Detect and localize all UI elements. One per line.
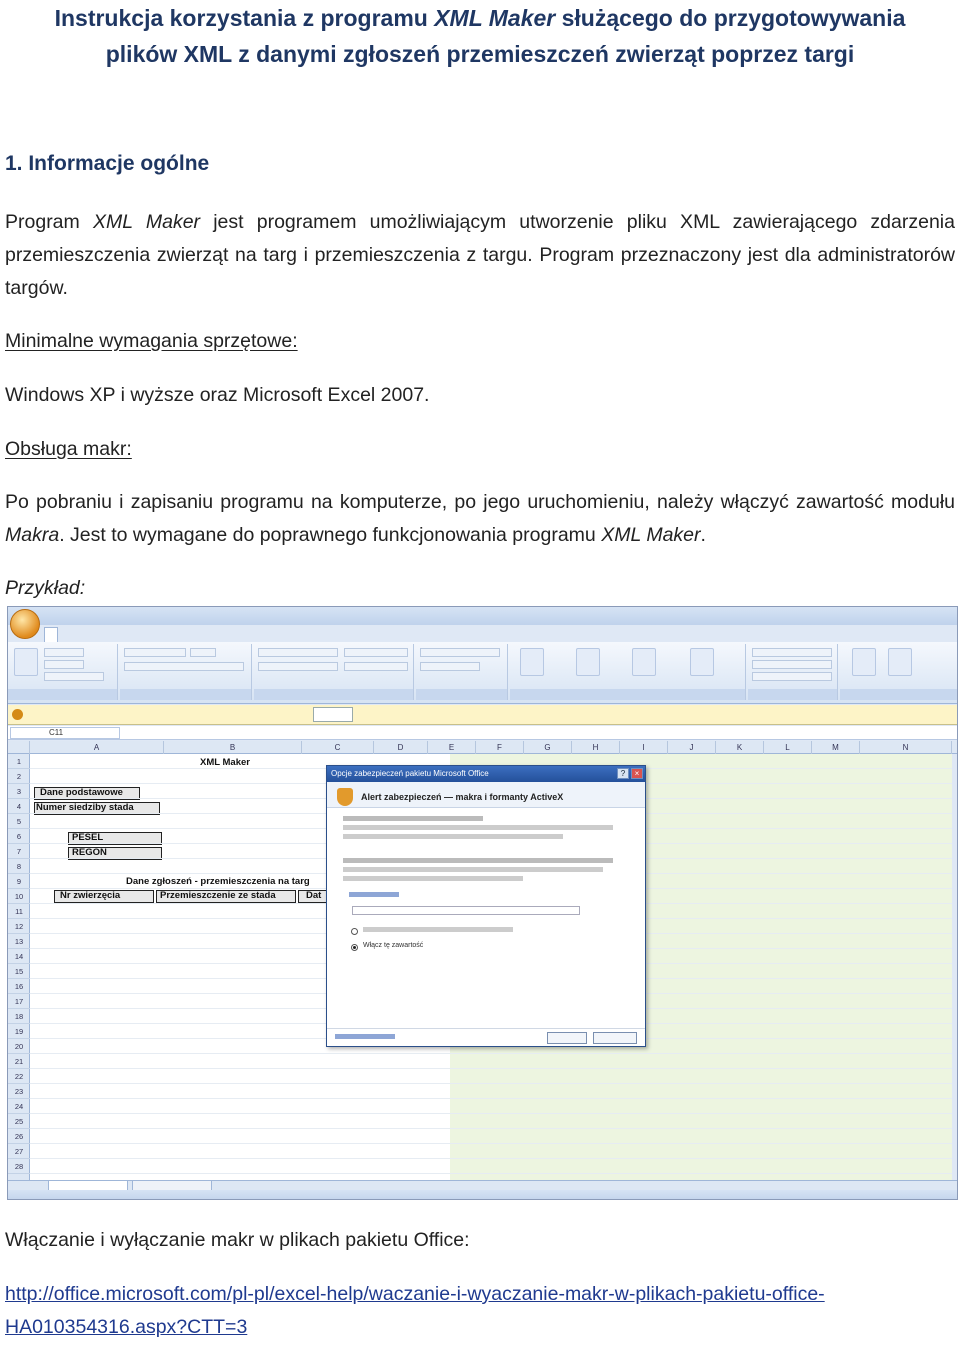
row-header[interactable]: 19 xyxy=(8,1024,30,1039)
status-bar xyxy=(8,1190,957,1200)
row-header[interactable]: 24 xyxy=(8,1099,30,1114)
basic-data-label: Dane podstawowe xyxy=(40,787,123,798)
ribbon-tab xyxy=(64,627,114,642)
row-header[interactable]: 15 xyxy=(8,964,30,979)
ok-button[interactable] xyxy=(547,1032,587,1044)
section-heading: 1. Informacje ogólne xyxy=(5,152,210,175)
grid-line xyxy=(30,1173,952,1174)
options-button[interactable] xyxy=(313,707,353,722)
column-header[interactable]: F xyxy=(476,741,524,754)
title-line-2: plików XML z danymi zgłoszeń przemieszczeń zwierząt poprzez targi xyxy=(105,41,855,67)
grid-line xyxy=(30,1113,952,1114)
ribbon-group-label xyxy=(748,689,837,700)
row-header[interactable]: 6 xyxy=(8,829,30,844)
column-header[interactable]: H xyxy=(572,741,620,754)
ribbon-tab-active xyxy=(44,627,58,642)
name-box[interactable]: C11 xyxy=(10,727,120,739)
help-button[interactable]: ? xyxy=(617,768,629,779)
ribbon-tab xyxy=(182,627,226,642)
row-header[interactable]: 23 xyxy=(8,1084,30,1099)
ribbon-group-alignment xyxy=(254,644,414,700)
column-header[interactable]: K xyxy=(716,741,764,754)
row-header[interactable]: 5 xyxy=(8,814,30,829)
ribbon-group-editing xyxy=(840,644,958,700)
grid-line xyxy=(30,1098,952,1099)
row-header[interactable]: 26 xyxy=(8,1129,30,1144)
ribbon-tab xyxy=(274,627,318,642)
row-header[interactable]: 1 xyxy=(8,754,30,769)
ribbon-group-label xyxy=(840,689,958,700)
row-header[interactable]: 14 xyxy=(8,949,30,964)
row-header[interactable]: 7 xyxy=(8,844,30,859)
ribbon-tab xyxy=(120,627,176,642)
regon-label: REGON xyxy=(72,847,107,858)
row-header[interactable]: 16 xyxy=(8,979,30,994)
row-header[interactable]: 20 xyxy=(8,1039,30,1054)
example-label: Przykład: xyxy=(5,577,86,599)
document-title xyxy=(0,0,960,72)
row-header[interactable]: 10 xyxy=(8,889,30,904)
ribbon-group-label xyxy=(8,689,117,700)
file-path xyxy=(349,906,580,915)
toggle-macros-label: Włączanie i wyłączanie makr w plikach pakietu Office: xyxy=(5,1229,470,1251)
column-header[interactable]: J xyxy=(668,741,716,754)
radio-option-protect[interactable] xyxy=(351,928,358,935)
paste-icon xyxy=(14,648,38,676)
requirements-label: Minimalne wymagania sprzętowe: xyxy=(5,330,298,352)
ribbon-group-label xyxy=(510,689,745,700)
column-headers xyxy=(8,741,957,754)
ribbon-tab xyxy=(232,627,268,642)
enable-content-label: Włącz tę zawartość xyxy=(363,942,424,949)
row-header[interactable]: 21 xyxy=(8,1054,30,1069)
security-warning-bar xyxy=(8,705,957,725)
intro-paragraph: Program XML Maker jest programem umożliwiającym utworzenie pliku XML zawierającego zdarzenia przemieszczenia zwierząt na targ i przemieszczenia z targu. Program przeznaczony jest dla administratorów targów. xyxy=(5,211,955,299)
grid-line xyxy=(30,1053,952,1054)
trust-center-link[interactable] xyxy=(335,1034,395,1039)
dialog-title: Opcje zabezpieczeń pakietu Microsoft Office xyxy=(327,766,645,782)
column-header[interactable]: M xyxy=(812,741,860,754)
ribbon-group-label xyxy=(254,689,413,700)
grid-line xyxy=(30,1068,952,1069)
dialog-heading: Alert zabezpieczeń — makra i formanty ActiveX xyxy=(361,792,564,802)
row-header[interactable]: 8 xyxy=(8,859,30,874)
row-header[interactable]: 13 xyxy=(8,934,30,949)
ribbon-group-font xyxy=(120,644,252,700)
ribbon-tabs xyxy=(44,627,360,642)
row-header[interactable]: 28 xyxy=(8,1159,30,1174)
column-header[interactable]: C xyxy=(302,741,374,754)
row-header[interactable]: 12 xyxy=(8,919,30,934)
pesel-label: PESEL xyxy=(72,832,104,843)
help-link-line-1[interactable]: http://office.microsoft.com/pl-pl/excel-help/waczanie-i-wyaczanie-makr-w-plikach-pakietu-office- xyxy=(5,1283,825,1305)
office-button-icon xyxy=(10,609,40,639)
dialog-text xyxy=(343,816,633,846)
grid-line xyxy=(30,1158,952,1159)
column-header[interactable]: B xyxy=(164,741,302,754)
column-header[interactable]: I xyxy=(620,741,668,754)
close-button[interactable]: × xyxy=(631,768,643,779)
macros-paragraph: Po pobraniu i zapisaniu programu na komputerze, po jego uruchomieniu, należy włączyć zawartość modułu Makra. Jest to wymagane do poprawnego funkcjonowania programu XML Maker. xyxy=(5,491,955,546)
column-move-label: Przemieszczenie ze stada xyxy=(160,890,276,901)
ribbon-group-label xyxy=(120,689,251,700)
ribbon-group-number xyxy=(416,644,508,700)
column-header[interactable]: N xyxy=(860,741,952,754)
grid-line xyxy=(30,1083,952,1084)
column-header[interactable]: A xyxy=(30,741,164,754)
ribbon xyxy=(8,642,957,704)
title-line-1: Instrukcja korzystania z programu XML Maker służącego do przygotowywania xyxy=(54,5,906,31)
row-header[interactable]: 4 xyxy=(8,799,30,814)
row-header[interactable]: 11 xyxy=(8,904,30,919)
row-header[interactable]: 18 xyxy=(8,1009,30,1024)
ribbon-group-styles xyxy=(510,644,746,700)
requirements-text: Windows XP i wyższe oraz Microsoft Excel 2007. xyxy=(5,384,430,406)
ribbon-group-clipboard xyxy=(8,644,118,700)
column-animal-label: Nr zwierzęcia xyxy=(60,890,121,901)
sheet-title: XML Maker xyxy=(200,757,250,768)
row-header[interactable]: 2 xyxy=(8,769,30,784)
row-header[interactable]: 27 xyxy=(8,1144,30,1159)
formula-bar xyxy=(8,726,957,740)
column-header[interactable]: G xyxy=(524,741,572,754)
ribbon-group-cells xyxy=(748,644,838,700)
excel-titlebar xyxy=(8,607,957,625)
row-header[interactable]: 25 xyxy=(8,1114,30,1129)
column-header[interactable]: E xyxy=(428,741,476,754)
column-header[interactable]: D xyxy=(374,741,428,754)
grid-line xyxy=(30,1143,952,1144)
row-header[interactable]: 3 xyxy=(8,784,30,799)
shield-icon xyxy=(337,788,353,806)
report-header: Dane zgłoszeń - przemieszczenia na targ xyxy=(126,876,310,887)
sheet-tabs-bar xyxy=(8,1180,957,1190)
row-headers xyxy=(8,754,30,1180)
herd-number-label: Numer siedziby stada xyxy=(36,802,134,813)
ribbon-tab xyxy=(324,627,360,642)
ribbon-group-label xyxy=(416,689,507,700)
dialog-warning xyxy=(343,858,633,882)
warning-icon xyxy=(12,709,23,720)
column-date-label: Dat xyxy=(306,890,322,901)
security-options-dialog xyxy=(326,765,646,1047)
column-header[interactable]: L xyxy=(764,741,812,754)
macros-label: Obsługa makr: xyxy=(5,438,132,460)
grid-line xyxy=(30,1128,952,1129)
row-header[interactable]: 17 xyxy=(8,994,30,1009)
row-header[interactable]: 22 xyxy=(8,1069,30,1084)
more-info-link[interactable] xyxy=(349,892,399,897)
cancel-button[interactable] xyxy=(593,1032,637,1044)
row-header[interactable]: 9 xyxy=(8,874,30,889)
help-link-line-2[interactable]: HA010354316.aspx?CTT=3 xyxy=(5,1316,248,1338)
excel-screenshot xyxy=(7,606,958,1200)
radio-option-enable[interactable] xyxy=(351,944,358,951)
